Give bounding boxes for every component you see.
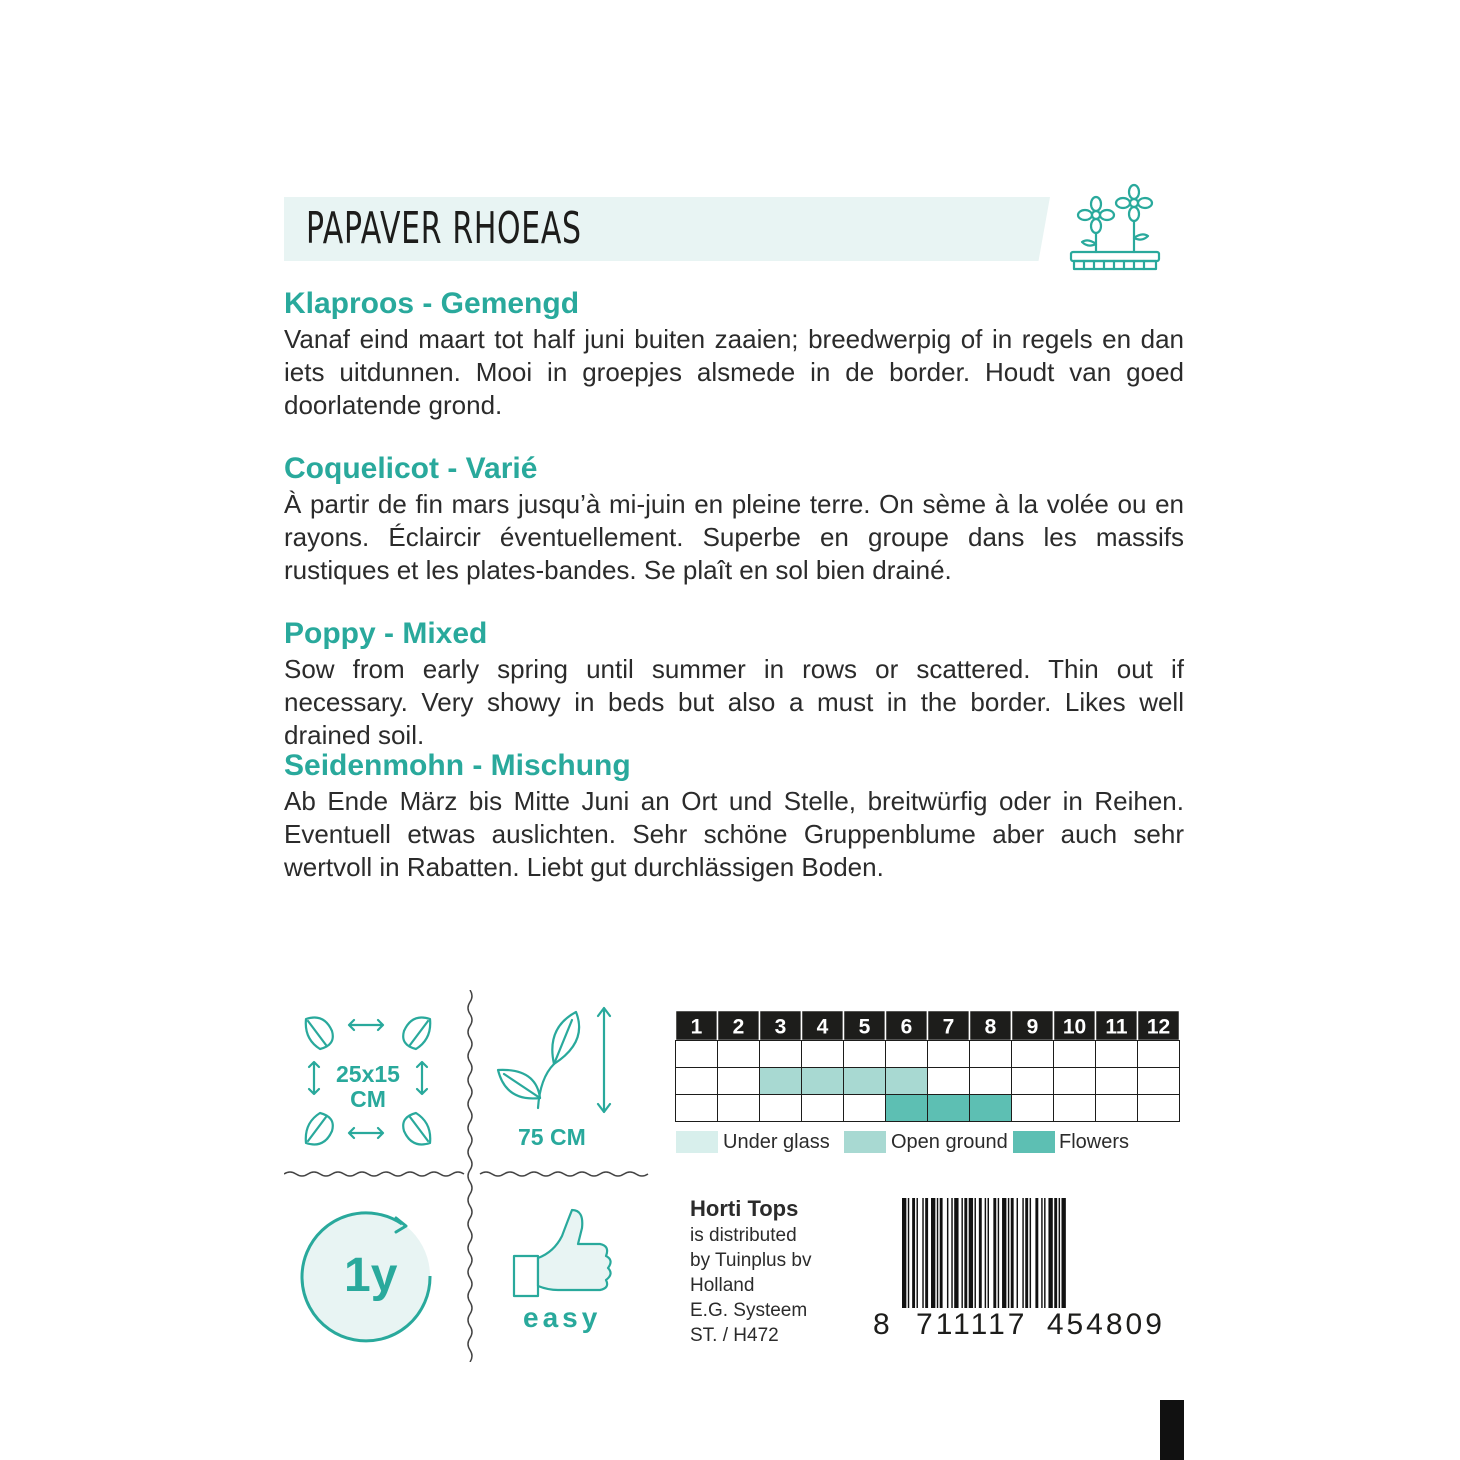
calendar-cell-flowers bbox=[760, 1095, 802, 1122]
barcode-bar bbox=[1011, 1198, 1014, 1310]
calendar-month-label: 5 bbox=[858, 1015, 871, 1039]
section-text-en: Sow from early spring until summer in rows or scattered. Thin out if necessary. Very showy in beds but also a must in the border. Likes well drained soil. bbox=[284, 654, 1184, 750]
spacing-value: 25x15 bbox=[336, 1061, 400, 1087]
seedling-tray-icon bbox=[1066, 182, 1164, 274]
barcode-bar bbox=[1002, 1198, 1006, 1310]
thumbs-up-icon bbox=[510, 1206, 616, 1304]
calendar-cell-open-ground bbox=[802, 1068, 844, 1095]
sowing-calendar bbox=[675, 1010, 1185, 1126]
section-text-de: Ab Ende März bis Mitte Juni an Ort und Stelle, breitwürfig oder in Reihen. Eventuell etwas auslichten. Sehr schöne Gruppenblume aber auch sehr wertvoll in Rabatten. Liebt gut durchlässigen Boden. bbox=[284, 786, 1184, 882]
barcode-bar bbox=[922, 1198, 923, 1310]
barcode-bar bbox=[1044, 1198, 1045, 1310]
calendar-cell-under-glass bbox=[1012, 1041, 1054, 1068]
calendar-cell-open-ground bbox=[886, 1068, 928, 1095]
distributor-line: is distributed bbox=[690, 1225, 797, 1246]
calendar-cell-flowers bbox=[970, 1095, 1012, 1122]
calendar-cell-open-ground bbox=[1012, 1068, 1054, 1095]
legend-label-open-ground: Open ground bbox=[891, 1131, 1008, 1153]
calendar-month-label: 10 bbox=[1062, 1015, 1087, 1039]
barcode-number bbox=[873, 1308, 1165, 1342]
calendar-cell-under-glass bbox=[1054, 1041, 1096, 1068]
barcode-bar bbox=[940, 1198, 943, 1310]
barcode-bar bbox=[969, 1198, 973, 1310]
barcode-bar bbox=[912, 1198, 915, 1310]
calendar-month-label: 6 bbox=[900, 1015, 913, 1039]
calendar-cell-open-ground bbox=[718, 1068, 760, 1095]
calendar-cell-under-glass bbox=[1096, 1041, 1138, 1068]
difficulty-label: easy bbox=[523, 1302, 602, 1333]
calendar-cell-open-ground bbox=[970, 1068, 1012, 1095]
legend-label-under-glass: Under glass bbox=[723, 1131, 830, 1153]
calendar-cell-under-glass bbox=[1138, 1041, 1180, 1068]
horizontal-divider bbox=[284, 1166, 656, 1182]
calendar-month-label: 3 bbox=[774, 1015, 787, 1039]
section-text-fr: À partir de fin mars jusqu’à mi-juin en pleine terre. On sème à la volée ou en rayons. Éclaircir éventuellement. Superbe en groupe dans les massifs rustiques et les plates-bandes. Se plaît en sol bien drainé. bbox=[284, 489, 1184, 585]
barcode-bar bbox=[975, 1198, 976, 1310]
barcode-bar bbox=[937, 1198, 938, 1310]
barcode-bar bbox=[961, 1198, 962, 1310]
distributor-line: E.G. Systeem bbox=[690, 1300, 808, 1321]
height-label: 75 CM bbox=[518, 1124, 586, 1150]
barcode-bar bbox=[1059, 1198, 1060, 1310]
distributor-line: Holland bbox=[690, 1275, 755, 1296]
calendar-cell-under-glass bbox=[802, 1041, 844, 1068]
calendar-cell-flowers bbox=[1012, 1095, 1054, 1122]
calendar-cell-open-ground bbox=[676, 1068, 718, 1095]
distributor-line: ST. / H472 bbox=[690, 1325, 779, 1346]
calendar-cell-flowers bbox=[844, 1095, 886, 1122]
barcode-bar bbox=[1017, 1198, 1018, 1310]
calendar-cell-under-glass bbox=[760, 1041, 802, 1068]
section-heading-en: Poppy - Mixed bbox=[284, 617, 488, 650]
calendar-cell-open-ground bbox=[1054, 1068, 1096, 1095]
barcode-bar bbox=[954, 1198, 958, 1310]
distributor-brand: Horti Tops bbox=[690, 1196, 799, 1221]
barcode-group-2: 454809 bbox=[1046, 1308, 1165, 1341]
barcode-bar bbox=[1022, 1198, 1023, 1310]
spacing-label bbox=[334, 1062, 402, 1112]
barcode-bar bbox=[1030, 1198, 1031, 1310]
calendar-month-label: 7 bbox=[942, 1015, 955, 1039]
barcode-bar bbox=[917, 1198, 918, 1310]
calendar-cell-flowers bbox=[676, 1095, 718, 1122]
distributor-line: by Tuinplus bv bbox=[690, 1250, 812, 1271]
plant-height-icon bbox=[494, 1002, 624, 1124]
barcode-bar bbox=[951, 1198, 952, 1310]
calendar-cell-under-glass bbox=[676, 1041, 718, 1068]
lifespan-label: 1y bbox=[344, 1249, 398, 1302]
section-text-nl: Vanaf eind maart tot half juni buiten zaaien; breedwerpig of in regels en dan iets uitdunnen. Mooi in groepjes alsmede in de border. Houdt van goed doorlatende grond. bbox=[284, 324, 1184, 420]
calendar-month-label: 4 bbox=[816, 1015, 829, 1039]
legend-label-flowers: Flowers bbox=[1059, 1131, 1130, 1153]
barcode-bar bbox=[1035, 1198, 1038, 1310]
calendar-month-label: 11 bbox=[1105, 1015, 1128, 1039]
barcode-bar bbox=[1041, 1198, 1042, 1310]
calendar-cell-under-glass bbox=[970, 1041, 1012, 1068]
crop-mark bbox=[1160, 1400, 1184, 1460]
calendar-month-label: 2 bbox=[732, 1015, 745, 1039]
calendar-cell-under-glass bbox=[886, 1041, 928, 1068]
calendar-cell-flowers bbox=[802, 1095, 844, 1122]
calendar-cell-under-glass bbox=[928, 1041, 970, 1068]
calendar-month-label: 9 bbox=[1026, 1015, 1039, 1039]
barcode-bar bbox=[947, 1198, 948, 1310]
calendar-month-label: 12 bbox=[1146, 1015, 1171, 1039]
legend-swatch-under-glass bbox=[676, 1131, 718, 1153]
barcode-bar bbox=[1008, 1198, 1009, 1310]
section-heading-fr: Coquelicot - Varié bbox=[284, 452, 538, 485]
barcode-bar bbox=[993, 1198, 996, 1310]
barcode-bar bbox=[1048, 1198, 1052, 1310]
calendar-cell-open-ground bbox=[1138, 1068, 1180, 1095]
calendar-cell-flowers bbox=[1054, 1095, 1096, 1122]
calendar-month-label: 1 bbox=[690, 1015, 703, 1039]
calendar-cell-under-glass bbox=[718, 1041, 760, 1068]
calendar-cell-flowers bbox=[718, 1095, 760, 1122]
barcode-bar bbox=[1054, 1198, 1057, 1310]
distributor-info bbox=[690, 1196, 811, 1348]
barcode-bar bbox=[979, 1198, 982, 1310]
calendar-cell-flowers bbox=[886, 1095, 928, 1122]
calendar-cell-open-ground bbox=[928, 1068, 970, 1095]
calendar-cell-flowers bbox=[1138, 1095, 1180, 1122]
barcode-bar bbox=[998, 1198, 999, 1310]
spacing-unit: CM bbox=[350, 1086, 386, 1112]
barcode-bar bbox=[964, 1198, 967, 1310]
legend-swatch-flowers bbox=[1013, 1131, 1055, 1153]
calendar-legend bbox=[676, 1131, 1176, 1161]
section-heading-nl: Klaproos - Gemengd bbox=[284, 287, 580, 320]
barcode-bar bbox=[925, 1198, 928, 1310]
calendar-cell-flowers bbox=[1096, 1095, 1138, 1122]
legend-swatch-open-ground bbox=[844, 1131, 886, 1153]
calendar-month-label: 8 bbox=[984, 1015, 997, 1039]
calendar-cell-flowers bbox=[928, 1095, 970, 1122]
barcode-first-digit: 8 bbox=[873, 1308, 893, 1341]
calendar-cell-open-ground bbox=[1096, 1068, 1138, 1095]
barcode-bar bbox=[931, 1198, 935, 1310]
calendar-cell-under-glass bbox=[844, 1041, 886, 1068]
calendar-cell-open-ground bbox=[844, 1068, 886, 1095]
product-title: PAPAVER RHOEAS bbox=[306, 203, 582, 254]
barcode-bar bbox=[1025, 1198, 1028, 1310]
section-heading-de: Seidenmohn - Mischung bbox=[284, 749, 631, 782]
barcode-group-1: 711117 bbox=[916, 1308, 1028, 1341]
calendar-cell-open-ground bbox=[760, 1068, 802, 1095]
